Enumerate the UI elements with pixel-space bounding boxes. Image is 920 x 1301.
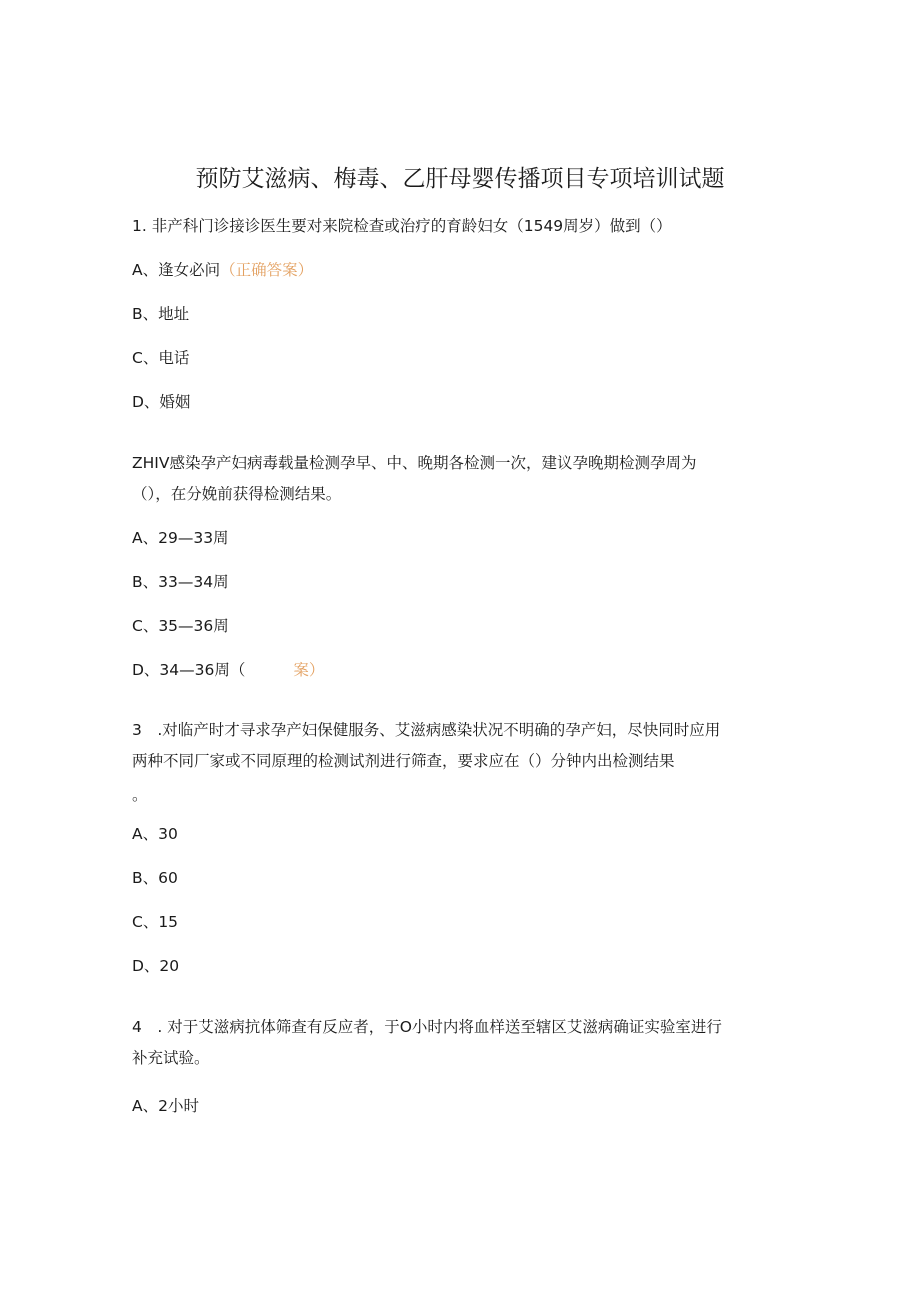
question-4-option-a: A、2小时 — [132, 1097, 199, 1115]
question-4-stem-line-1: 4 . 对于艾滋病抗体筛查有反应者，于O小时内将血样送至辖区艾滋病确证实验室进行 — [132, 1018, 722, 1036]
question-3-stem-line-2: 两种不同厂家或不同原理的检测试剂进行筛查，要求应在（）分钟内出检测结果 — [132, 752, 675, 770]
option-text: D、34—36周（ — [132, 661, 246, 679]
question-3-option-d: D、20 — [132, 957, 180, 975]
question-2-option-a: A、29—33周 — [132, 529, 229, 547]
question-1-stem: 1. 非产科门诊接诊医生要对来院检查或治疗的育龄妇女（1549周岁）做到（） — [132, 217, 672, 235]
question-3-stem-line-3: 。 — [132, 786, 148, 804]
question-3-option-a: A、30 — [132, 825, 178, 843]
question-3-option-c: C、15 — [132, 913, 179, 931]
question-1-option-c: C、电话 — [132, 349, 190, 367]
question-2-stem-line-2: （），在分娩前获得检测结果。 — [132, 485, 342, 503]
question-4-stem-line-2: 补充试验。 — [132, 1049, 210, 1067]
option-text: A、逢女必问 — [132, 261, 221, 279]
question-2-option-d — [132, 658, 324, 682]
question-1-option-d: D、婚姻 — [132, 393, 191, 411]
question-2-stem-line-1: ZHIV感染孕产妇病毒载量检测孕早、中、晚期各检测一次，建议孕晚期检测孕周为 — [132, 454, 697, 472]
page-title: 预防艾滋病、梅毒、乙肝母婴传播项目专项培训试题 — [195, 166, 725, 192]
question-3-option-b: B、60 — [132, 869, 178, 887]
question-1-option-b: B、地址 — [132, 305, 190, 323]
question-2-option-b: B、33—34周 — [132, 573, 229, 591]
question-3-stem-line-1: 3 .对临产时才寻求孕产妇保健服务、艾滋病感染状况不明确的孕产妇，尽快同时应用 — [132, 721, 721, 739]
answer-note-partial: 案） — [293, 661, 325, 679]
question-1-option-a — [132, 258, 313, 282]
question-2-option-c: C、35—36周 — [132, 617, 229, 635]
correct-answer-note: （正确答案） — [220, 261, 314, 279]
